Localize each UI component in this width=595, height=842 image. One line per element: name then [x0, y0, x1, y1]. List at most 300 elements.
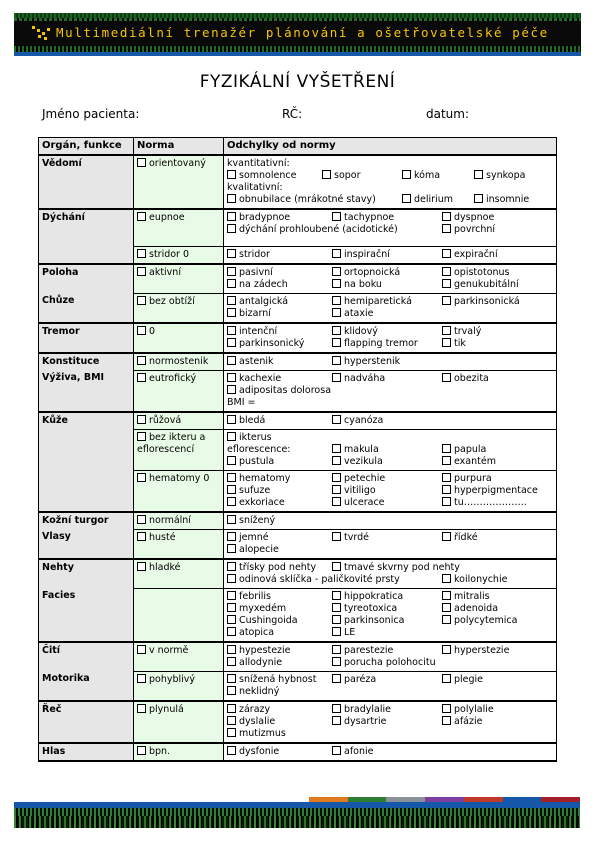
- checkbox[interactable]: [442, 338, 451, 347]
- option[interactable]: astenik: [227, 356, 332, 368]
- checkbox[interactable]: [442, 497, 451, 506]
- deviation-cell: [224, 559, 557, 589]
- row-facies: [39, 588, 557, 642]
- option[interactable]: povrchní: [442, 224, 554, 236]
- checkbox[interactable]: [137, 158, 146, 167]
- option[interactable]: tik: [442, 338, 554, 350]
- checkbox[interactable]: [474, 170, 483, 179]
- checkbox[interactable]: [474, 194, 483, 203]
- option[interactable]: ataxie: [332, 308, 442, 320]
- option[interactable]: bledá: [227, 415, 332, 427]
- option[interactable]: dyspnoe: [442, 212, 554, 224]
- checkbox[interactable]: [137, 326, 146, 335]
- checkbox[interactable]: [332, 373, 341, 382]
- header-banner: [14, 13, 581, 58]
- norm-cell: [134, 529, 224, 559]
- checkbox[interactable]: [442, 615, 451, 624]
- norm-label: orientovaný: [149, 157, 206, 169]
- norm-cell: [134, 412, 224, 430]
- option[interactable]: purpura: [442, 473, 554, 485]
- norm-label: růžová: [149, 414, 182, 426]
- checkbox[interactable]: [442, 716, 451, 725]
- option[interactable]: vezikula: [332, 456, 442, 468]
- checkbox[interactable]: [227, 194, 236, 203]
- organ-label: Čití: [39, 642, 134, 672]
- patient-rc-label: RČ:: [282, 107, 303, 121]
- deviation-cell: [224, 588, 557, 642]
- checkbox[interactable]: [227, 279, 236, 288]
- checkbox[interactable]: [332, 674, 341, 683]
- checkbox[interactable]: [137, 249, 146, 258]
- checkbox[interactable]: [442, 645, 451, 654]
- checkbox[interactable]: [442, 279, 451, 288]
- option[interactable]: jemné: [227, 532, 332, 544]
- checkbox[interactable]: [137, 704, 146, 713]
- norm-label: normostenik: [149, 355, 209, 367]
- option[interactable]: LE: [332, 627, 442, 639]
- option[interactable]: parestezie: [332, 645, 442, 657]
- checkbox[interactable]: [227, 170, 236, 179]
- option[interactable]: sopor: [322, 170, 402, 182]
- checkbox[interactable]: [332, 615, 341, 624]
- norm-cell: [134, 246, 224, 264]
- row-kuze-1: [39, 412, 557, 430]
- norm-cell: [134, 370, 224, 412]
- option[interactable]: delirium: [402, 194, 474, 206]
- examination-table: [38, 137, 557, 762]
- option[interactable]: myxedém: [227, 603, 332, 615]
- checkbox[interactable]: [227, 716, 236, 725]
- checkbox[interactable]: [227, 296, 236, 305]
- checkbox[interactable]: [332, 473, 341, 482]
- checkbox[interactable]: [227, 415, 236, 424]
- option[interactable]: hyperstenik: [332, 356, 442, 368]
- page-title: FYZIKÁLNÍ VYŠETŘENÍ: [199, 72, 396, 92]
- option[interactable]: na zádech: [227, 279, 332, 291]
- checkbox[interactable]: [137, 212, 146, 221]
- checkbox[interactable]: [332, 212, 341, 221]
- checkbox[interactable]: [332, 603, 341, 612]
- checkbox[interactable]: [332, 415, 341, 424]
- option[interactable]: koilonychie: [442, 574, 554, 586]
- checkbox[interactable]: [137, 373, 146, 382]
- checkbox[interactable]: [227, 674, 236, 683]
- checkbox[interactable]: [442, 574, 451, 583]
- checkbox[interactable]: [137, 562, 146, 571]
- row-nehty: [39, 559, 557, 589]
- deviation-cell: [224, 323, 557, 353]
- option[interactable]: paréza: [332, 674, 442, 686]
- checkbox[interactable]: [332, 267, 341, 276]
- checkbox[interactable]: [227, 591, 236, 600]
- option[interactable]: hemiparetická: [332, 296, 442, 308]
- norm-label: normální: [149, 514, 191, 526]
- checkbox[interactable]: [442, 704, 451, 713]
- deviation-cell: [224, 529, 557, 559]
- option[interactable]: atopica: [227, 627, 332, 639]
- checkbox[interactable]: [227, 532, 236, 541]
- norm-cell: [134, 155, 224, 209]
- option[interactable]: parkinsonický: [227, 338, 332, 350]
- checkbox[interactable]: [227, 373, 236, 382]
- option[interactable]: plegie: [442, 674, 554, 686]
- option[interactable]: mutizmus: [227, 728, 332, 740]
- organ-label: Řeč: [39, 701, 134, 743]
- option[interactable]: expirační: [442, 249, 554, 261]
- logo-dots-icon: [32, 26, 52, 40]
- norm-label: eutrofický: [149, 372, 197, 384]
- option[interactable]: polycytemica: [442, 615, 554, 627]
- row-tremor: [39, 323, 557, 353]
- checkbox[interactable]: [332, 444, 341, 453]
- option[interactable]: somnolence: [227, 170, 322, 182]
- checkbox[interactable]: [442, 603, 451, 612]
- checkbox[interactable]: [227, 603, 236, 612]
- norm-label: v normě: [149, 644, 189, 656]
- deviation-cell: [224, 293, 557, 323]
- option[interactable]: řídké: [442, 532, 554, 544]
- checkbox[interactable]: [227, 308, 236, 317]
- checkbox[interactable]: [402, 194, 411, 203]
- option[interactable]: alopecie: [227, 544, 332, 556]
- checkbox[interactable]: [442, 591, 451, 600]
- row-motorika: [39, 671, 557, 701]
- norm-label: eupnoe: [149, 211, 185, 223]
- norm-cell: [134, 353, 224, 371]
- row-rec: [39, 701, 557, 743]
- norm-label: aktivní: [149, 266, 181, 278]
- option[interactable]: Cushingoida: [227, 615, 332, 627]
- checkbox[interactable]: [227, 562, 236, 571]
- checkbox[interactable]: [442, 224, 451, 233]
- checkbox[interactable]: [137, 356, 146, 365]
- option[interactable]: flapping tremor: [332, 338, 442, 350]
- option[interactable]: hyperstezie: [442, 645, 554, 657]
- checkbox[interactable]: [227, 574, 236, 583]
- row-poloha: [39, 264, 557, 294]
- option[interactable]: bradypnoe: [227, 212, 332, 224]
- checkbox[interactable]: [227, 544, 236, 553]
- option[interactable]: febrilis: [227, 591, 332, 603]
- option[interactable]: cyanóza: [332, 415, 442, 427]
- checkbox[interactable]: [227, 267, 236, 276]
- option[interactable]: bizarní: [227, 308, 332, 320]
- checkbox[interactable]: [227, 326, 236, 335]
- deviation-cell: [224, 512, 557, 530]
- checkbox[interactable]: [332, 296, 341, 305]
- checkbox[interactable]: [442, 532, 451, 541]
- checkbox[interactable]: [227, 728, 236, 737]
- norm-label: bez ikteru a eflorescencí: [137, 431, 206, 455]
- organ-label: Facies: [39, 588, 134, 642]
- checkbox[interactable]: [332, 746, 341, 755]
- checkbox[interactable]: [332, 562, 341, 571]
- deviation-cell: [224, 429, 557, 470]
- checkbox[interactable]: [442, 326, 451, 335]
- checkbox[interactable]: [332, 338, 341, 347]
- norm-label: bez obtíží: [149, 295, 195, 307]
- organ-label: Výživa, BMI: [39, 370, 134, 412]
- option[interactable]: tyreotoxica: [332, 603, 442, 615]
- checkbox[interactable]: [137, 432, 146, 441]
- checkbox[interactable]: [227, 432, 236, 441]
- organ-label: Chůze: [39, 293, 134, 323]
- norm-cell: [134, 323, 224, 353]
- checkbox[interactable]: [332, 485, 341, 494]
- checkbox[interactable]: [227, 249, 236, 258]
- option[interactable]: tvrdé: [332, 532, 442, 544]
- option[interactable]: synkopa: [474, 170, 554, 182]
- deviation-cell: [224, 671, 557, 701]
- organ-label: Vědomí: [39, 155, 134, 209]
- option[interactable]: parkinsonica: [332, 615, 442, 627]
- row-chuze: [39, 293, 557, 323]
- norm-label: hladké: [149, 561, 181, 573]
- section-label: kvantitativní:: [227, 157, 290, 169]
- option[interactable]: pasivní: [227, 267, 332, 279]
- norm-cell: [134, 701, 224, 743]
- option[interactable]: zárazy: [227, 704, 332, 716]
- option[interactable]: adenoida: [442, 603, 554, 615]
- checkbox[interactable]: [227, 615, 236, 624]
- option[interactable]: insomnie: [474, 194, 554, 206]
- checkbox[interactable]: [322, 170, 331, 179]
- option[interactable]: papula: [442, 444, 554, 456]
- checkbox[interactable]: [332, 704, 341, 713]
- checkbox[interactable]: [227, 456, 236, 465]
- option[interactable]: hyperpigmentace: [442, 485, 554, 497]
- checkbox[interactable]: [227, 385, 236, 394]
- checkbox[interactable]: [332, 326, 341, 335]
- checkbox[interactable]: [137, 415, 146, 424]
- checkbox[interactable]: [227, 356, 236, 365]
- checkbox[interactable]: [227, 657, 236, 666]
- option[interactable]: tu………………..: [442, 497, 554, 509]
- option[interactable]: tmavé skvrny pod nehty: [332, 562, 554, 574]
- patient-name-label: Jméno pacienta:: [42, 107, 140, 121]
- norm-cell: [134, 209, 224, 247]
- header-organ: Orgán, funkce: [39, 138, 134, 155]
- option[interactable]: na boku: [332, 279, 442, 291]
- deviation-cell: [224, 470, 557, 512]
- option[interactable]: třísky pod nehty: [227, 562, 332, 574]
- norm-cell: [134, 642, 224, 672]
- row-hlas: [39, 743, 557, 761]
- checkbox[interactable]: [442, 249, 451, 258]
- organ-label: Poloha: [39, 264, 134, 294]
- norm-label: pohyblivý: [149, 673, 196, 685]
- checkbox[interactable]: [227, 686, 236, 695]
- checkbox[interactable]: [332, 716, 341, 725]
- row-citi: [39, 642, 557, 672]
- option[interactable]: ulcerace: [332, 497, 442, 509]
- checkbox[interactable]: [137, 674, 146, 683]
- norm-cell: [134, 293, 224, 323]
- organ-label: Vlasy: [39, 529, 134, 559]
- checkbox[interactable]: [332, 645, 341, 654]
- option[interactable]: dyslalie: [227, 716, 332, 728]
- option[interactable]: obezita: [442, 373, 554, 385]
- patient-date-label: datum:: [426, 107, 470, 121]
- checkbox[interactable]: [332, 591, 341, 600]
- checkbox[interactable]: [442, 456, 451, 465]
- norm-label: plynulá: [149, 703, 184, 715]
- norm-label: bpn.: [149, 745, 171, 757]
- checkbox[interactable]: [442, 373, 451, 382]
- option[interactable]: klidový: [332, 326, 442, 338]
- checkbox[interactable]: [227, 212, 236, 221]
- option[interactable]: genukubitální: [442, 279, 554, 291]
- option[interactable]: ortopnoická: [332, 267, 442, 279]
- option[interactable]: vitiligo: [332, 485, 442, 497]
- checkbox[interactable]: [227, 485, 236, 494]
- organ-label: Motorika: [39, 671, 134, 701]
- checkbox[interactable]: [332, 627, 341, 636]
- bmi-label: BMI =: [227, 396, 256, 408]
- checkbox[interactable]: [442, 296, 451, 305]
- option[interactable]: odinová sklíčka - paličkovité prsty: [227, 574, 442, 586]
- norm-cell: [134, 264, 224, 294]
- checkbox[interactable]: [442, 473, 451, 482]
- option[interactable]: mitralis: [442, 591, 554, 603]
- header-deviations: Odchylky od normy: [224, 138, 557, 155]
- row-vedomi: [39, 155, 557, 209]
- row-vyziva: [39, 370, 557, 412]
- deviation-cell: [224, 264, 557, 294]
- organ-label: Nehty: [39, 559, 134, 589]
- option[interactable]: inspirační: [332, 249, 442, 261]
- option[interactable]: parkinsonická: [442, 296, 554, 308]
- organ-label: Konstituce: [39, 353, 134, 371]
- option[interactable]: dysartrie: [332, 716, 442, 728]
- checkbox[interactable]: [442, 267, 451, 276]
- option[interactable]: bradylalie: [332, 704, 442, 716]
- option[interactable]: snížený: [227, 515, 332, 527]
- option[interactable]: stridor: [227, 249, 332, 261]
- checkbox[interactable]: [332, 532, 341, 541]
- checkbox[interactable]: [227, 224, 236, 233]
- deviation-cell: [224, 370, 557, 412]
- header-norm: Norma: [134, 138, 224, 155]
- option[interactable]: exantém: [442, 456, 554, 468]
- organ-label: Hlas: [39, 743, 134, 761]
- option[interactable]: hippokratica: [332, 591, 442, 603]
- checkbox[interactable]: [137, 532, 146, 541]
- option[interactable]: hypestezie: [227, 645, 332, 657]
- option[interactable]: porucha polohocitu: [332, 657, 554, 669]
- section-label: eflorescence:: [227, 443, 291, 455]
- option[interactable]: antalgická: [227, 296, 332, 308]
- checkbox[interactable]: [402, 170, 411, 179]
- deviation-cell: [224, 353, 557, 371]
- row-turgor: [39, 512, 557, 530]
- checkbox[interactable]: [332, 308, 341, 317]
- option[interactable]: ikterus: [227, 432, 554, 444]
- deviation-cell: [224, 701, 557, 743]
- option[interactable]: exkoriace: [227, 497, 332, 509]
- checkbox[interactable]: [332, 497, 341, 506]
- option[interactable]: pustula: [227, 456, 332, 468]
- option[interactable]: petechie: [332, 473, 442, 485]
- checkbox[interactable]: [227, 704, 236, 713]
- checkbox[interactable]: [137, 473, 146, 482]
- checkbox[interactable]: [227, 627, 236, 636]
- option[interactable]: obnubilace (mrákotné stavy): [227, 194, 402, 206]
- norm-label: stridor 0: [149, 248, 190, 260]
- norm-label: 0: [149, 325, 156, 337]
- option[interactable]: allodynie: [227, 657, 332, 669]
- section-label: kvalitativní:: [227, 181, 283, 193]
- option[interactable]: afonie: [332, 746, 442, 758]
- option[interactable]: hematomy: [227, 473, 332, 485]
- checkbox[interactable]: [332, 279, 341, 288]
- checkbox[interactable]: [332, 356, 341, 365]
- checkbox[interactable]: [137, 645, 146, 654]
- option[interactable]: nadváha: [332, 373, 442, 385]
- checkbox[interactable]: [227, 645, 236, 654]
- banner-title: Multimediální trenažér plánování a ošetřovatelské péče: [56, 25, 549, 40]
- option[interactable]: kachexie: [227, 373, 332, 385]
- checkbox[interactable]: [442, 212, 451, 221]
- deviation-cell: [224, 246, 557, 264]
- option[interactable]: adipositas dolorosa: [227, 385, 554, 397]
- option[interactable]: kóma: [402, 170, 474, 182]
- footer-pattern: [14, 808, 580, 828]
- checkbox[interactable]: [332, 249, 341, 258]
- checkbox[interactable]: [442, 674, 451, 683]
- option[interactable]: tachypnoe: [332, 212, 442, 224]
- deviation-cell: [224, 412, 557, 430]
- organ-label: Kůže: [39, 412, 134, 512]
- organ-label: Kožní turgor: [39, 512, 134, 530]
- option[interactable]: snížená hybnost: [227, 674, 332, 686]
- checkbox[interactable]: [227, 338, 236, 347]
- checkbox[interactable]: [227, 497, 236, 506]
- norm-cell: [134, 470, 224, 512]
- option[interactable]: opistotonus: [442, 267, 554, 279]
- norm-cell: [134, 671, 224, 701]
- checkbox[interactable]: [227, 746, 236, 755]
- row-dychani: [39, 209, 557, 247]
- option[interactable]: makula: [332, 444, 442, 456]
- option[interactable]: neklidný: [227, 686, 332, 698]
- checkbox[interactable]: [332, 657, 341, 666]
- norm-cell: [134, 429, 224, 470]
- norm-cell: [134, 743, 224, 761]
- checkbox[interactable]: [442, 485, 451, 494]
- option[interactable]: trvalý: [442, 326, 554, 338]
- checkbox[interactable]: [137, 267, 146, 276]
- row-konstituce: [39, 353, 557, 371]
- option[interactable]: afázie: [442, 716, 554, 728]
- option[interactable]: polylalie: [442, 704, 554, 716]
- checkbox[interactable]: [137, 746, 146, 755]
- option[interactable]: dýchání prohloubené (acidotické): [227, 224, 442, 236]
- checkbox[interactable]: [442, 444, 451, 453]
- option[interactable]: intenční: [227, 326, 332, 338]
- checkbox[interactable]: [227, 515, 236, 524]
- option[interactable]: sufuze: [227, 485, 332, 497]
- checkbox[interactable]: [332, 456, 341, 465]
- checkbox[interactable]: [137, 296, 146, 305]
- organ-label: Dýchání: [39, 209, 134, 264]
- option[interactable]: dysfonie: [227, 746, 332, 758]
- deviation-cell: [224, 209, 557, 247]
- norm-cell: [134, 512, 224, 530]
- norm-label: husté: [149, 531, 176, 543]
- checkbox[interactable]: [227, 473, 236, 482]
- checkbox[interactable]: [137, 515, 146, 524]
